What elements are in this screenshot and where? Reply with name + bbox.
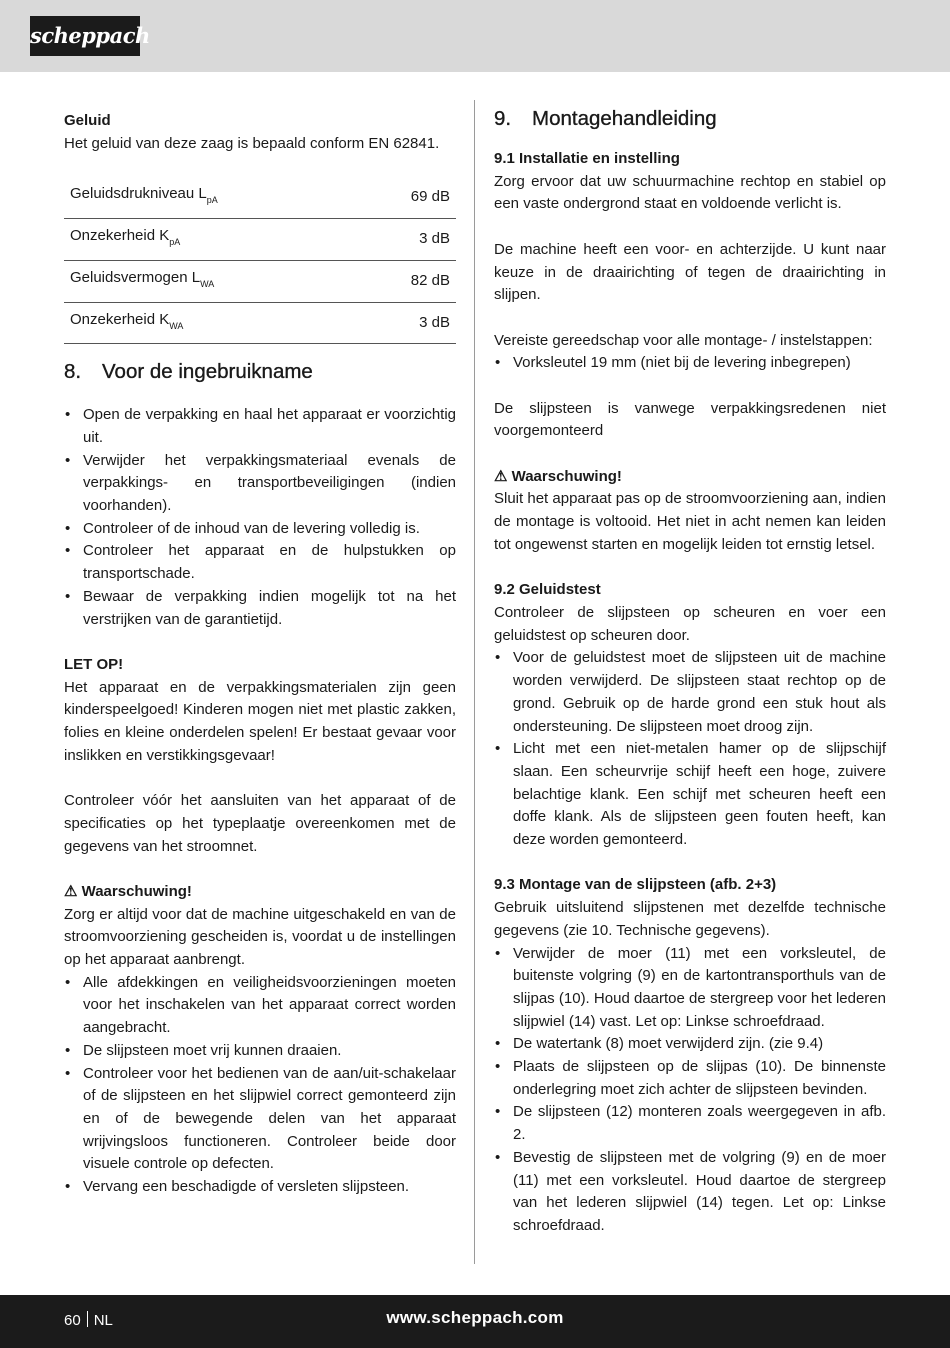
list-item: • De slijpsteen moet vrij kunnen draaien. xyxy=(64,1040,456,1063)
noise-label: Geluidsvermogen $L_{WA}$ xyxy=(70,268,215,289)
noise-table xyxy=(64,177,456,344)
list-item: • De watertank (8) moet verwijderd zijn. (zie 9.4) xyxy=(494,1033,886,1056)
section-9-2-heading: 9.2 Geluidstest xyxy=(494,581,601,599)
column-divider xyxy=(474,100,475,1264)
list-item: • Plaats de slijpsteen op de slijpas (10). De binnenste onderlegring moet zich achter de slijpsteen bevinden. xyxy=(494,1056,886,1101)
warning-heading: ⚠ Waarschuwing! xyxy=(494,467,622,485)
section-9-1-paragraph: De machine heeft een voor- en achterzijde. U kunt naar keuze in de draairichting of tegen de draairichting in slijpen. xyxy=(494,240,886,304)
noise-value: 69 dB xyxy=(410,188,450,206)
website-url[interactable]: www.scheppach.com xyxy=(386,1308,564,1327)
noise-value: 3 dB xyxy=(419,230,450,248)
noise-text: Het geluid van deze zaag is bepaald conform EN 62841. xyxy=(64,134,440,152)
section-9-1-paragraph: De slijpsteen is vanwege verpakkingsredenen niet voorgemonteerd xyxy=(494,399,886,440)
section-9-2-list xyxy=(494,647,886,851)
section-9-2-text: Controleer de slijpsteen op scheuren en voer een geluidstest op scheuren door. xyxy=(494,603,886,644)
table-row xyxy=(64,219,456,261)
page-number: 60 NL xyxy=(64,1312,113,1329)
check-text: Controleer vóór het aansluiten van het apparaat of de specificaties op het typeplaatje overeenkomen met de gegevens van het stroomnet. xyxy=(64,792,456,855)
list-item: • Alle afdekkingen en veiligheidsvoorzieningen moeten voor het inschakelen van het apparaat correct worden aangebracht. xyxy=(64,972,456,1040)
list-item: • Bevestig de slijpsteen met de volgring (9) en de moer (11) met een vorksleutel. Houd daartoe de stergreep van het lederen slijpwiel (14) tegen. Let op: Linkse schroefdraad. xyxy=(494,1147,886,1238)
warning-heading: ⚠ Waarschuwing! xyxy=(64,882,192,900)
table-row xyxy=(64,302,456,344)
list-item: • Controleer of de inhoud van de levering volledig is. xyxy=(64,518,456,541)
right-column xyxy=(494,107,886,1238)
section-8-heading: 8. Voor de ingebruikname xyxy=(64,360,313,384)
section-9-3-heading: 9.3 Montage van de slijpsteen (afb. 2+3) xyxy=(494,876,777,894)
list-item: • De slijpsteen (12) monteren zoals weergegeven in afb. 2. xyxy=(494,1101,886,1146)
header-bar xyxy=(0,0,950,72)
noise-value: 3 dB xyxy=(419,313,450,331)
noise-label: Geluidsdrukniveau $L_{pA}$ xyxy=(70,185,218,206)
section-9-1-heading: 9.1 Installatie en instelling xyxy=(494,150,680,167)
list-item: • Bewaar de verpakking indien mogelijk tot na het verstrijken van de garantietijd. xyxy=(64,586,456,631)
list-item: • Voor de geluidstest moet de slijpsteen uit de machine worden verwijderd. De slijpsteen staat rechtop op de grond. Gebruik op de harde grond een stuk hout als ondersteuning. De slijpsteen moet droog zijn. xyxy=(494,647,886,738)
section-8-list xyxy=(64,404,456,631)
table-row xyxy=(64,177,456,218)
noise-label: Onzekerheid $K_{WA}$ xyxy=(70,310,184,331)
noise-value: 82 dB xyxy=(410,271,450,289)
noise-heading: Geluid xyxy=(64,112,111,129)
list-item: • Verwijder het verpakkingsmateriaal evenals de verpakkings- en transportbeveiligingen (indien voorhanden). xyxy=(64,450,456,518)
table-row xyxy=(64,260,456,302)
noise-label: Onzekerheid $K_{pA}$ xyxy=(70,227,181,248)
section-9-1-paragraph: Zorg ervoor dat uw schuurmachine rechtop en stabiel op een vaste ondergrond staat en voldoende verlicht is. xyxy=(494,172,886,213)
warning-text: Sluit het apparaat pas op de stroomvoorziening aan, indien de montage is voltooid. Het niet in acht nemen kan leiden tot ongewenst starten en mogelijk leiden tot ernstig letsel. xyxy=(494,490,886,553)
section-9-3-text: Gebruik uitsluitend slijpstenen met dezelfde technische gegevens (zie 10. Technische gegevens). xyxy=(494,899,886,939)
list-item: • Verwijder de moer (11) met een vorksleutel, de buitenste volgring (9) en de kartontransporthuls van de slijpas (10). Houd daartoe de stergreep voor het lederen slijpwiel (14) vast. Let op: Linkse schroefdraad. xyxy=(494,943,886,1034)
list-item: • Controleer het apparaat en de hulpstukken op transportschade. xyxy=(64,540,456,585)
attention-text: Het apparaat en de verpakkingsmaterialen zijn geen kinderspeelgoed! Kinderen mogen niet met plastic zakken, folies en kleine onderdelen spelen! Er bestaat gevaar voor inslikken en verstikkingsgevaar! xyxy=(64,678,456,764)
scheppach-logo: scheppach xyxy=(30,16,140,56)
language-code: NL xyxy=(93,1312,113,1329)
left-column xyxy=(64,110,456,1199)
list-item: • Vervang een beschadigde of versleten slijpsteen. xyxy=(64,1176,456,1199)
section-9-heading: 9. Montagehandleiding xyxy=(494,107,717,130)
list-item: • Open de verpakking en haal het apparaat er voorzichtig uit. xyxy=(64,404,456,449)
list-item: • Licht met een niet-metalen hamer op de slijpschijf slaan. Een scheurvrije schijf heeft een hoge, zuivere belachtige klank. Een schijf met scheuren heeft een doffe klank. Als de slijpsteen geen fouten heeft, kan deze worden gemonteerd. xyxy=(494,738,886,852)
list-item: • Vorksleutel 19 mm (niet bij de levering inbegrepen) xyxy=(494,352,886,375)
attention-heading: LET OP! xyxy=(64,655,124,673)
section-9-3-list xyxy=(494,943,886,1238)
warning-list xyxy=(64,972,456,1199)
tools-intro: Vereiste gereedschap voor alle montage- / instelstappen: xyxy=(494,331,873,349)
footer-bar xyxy=(0,1295,950,1348)
list-item: • Controleer voor het bedienen van de aan/uit-schakelaar of de slijpsteen en het slijpwiel correct gemonteerd zijn en of de bewegende delen van het apparaat wrijvingsloos functioneren. Controleer beide door visuele controle op defecten. xyxy=(64,1063,456,1177)
tools-list xyxy=(494,352,886,375)
warning-text: Zorg er altijd voor dat de machine uitgeschakeld en van de stroomvoorziening gescheiden is, voordat u de instellingen op het apparaat aanbrengt. xyxy=(64,905,456,969)
